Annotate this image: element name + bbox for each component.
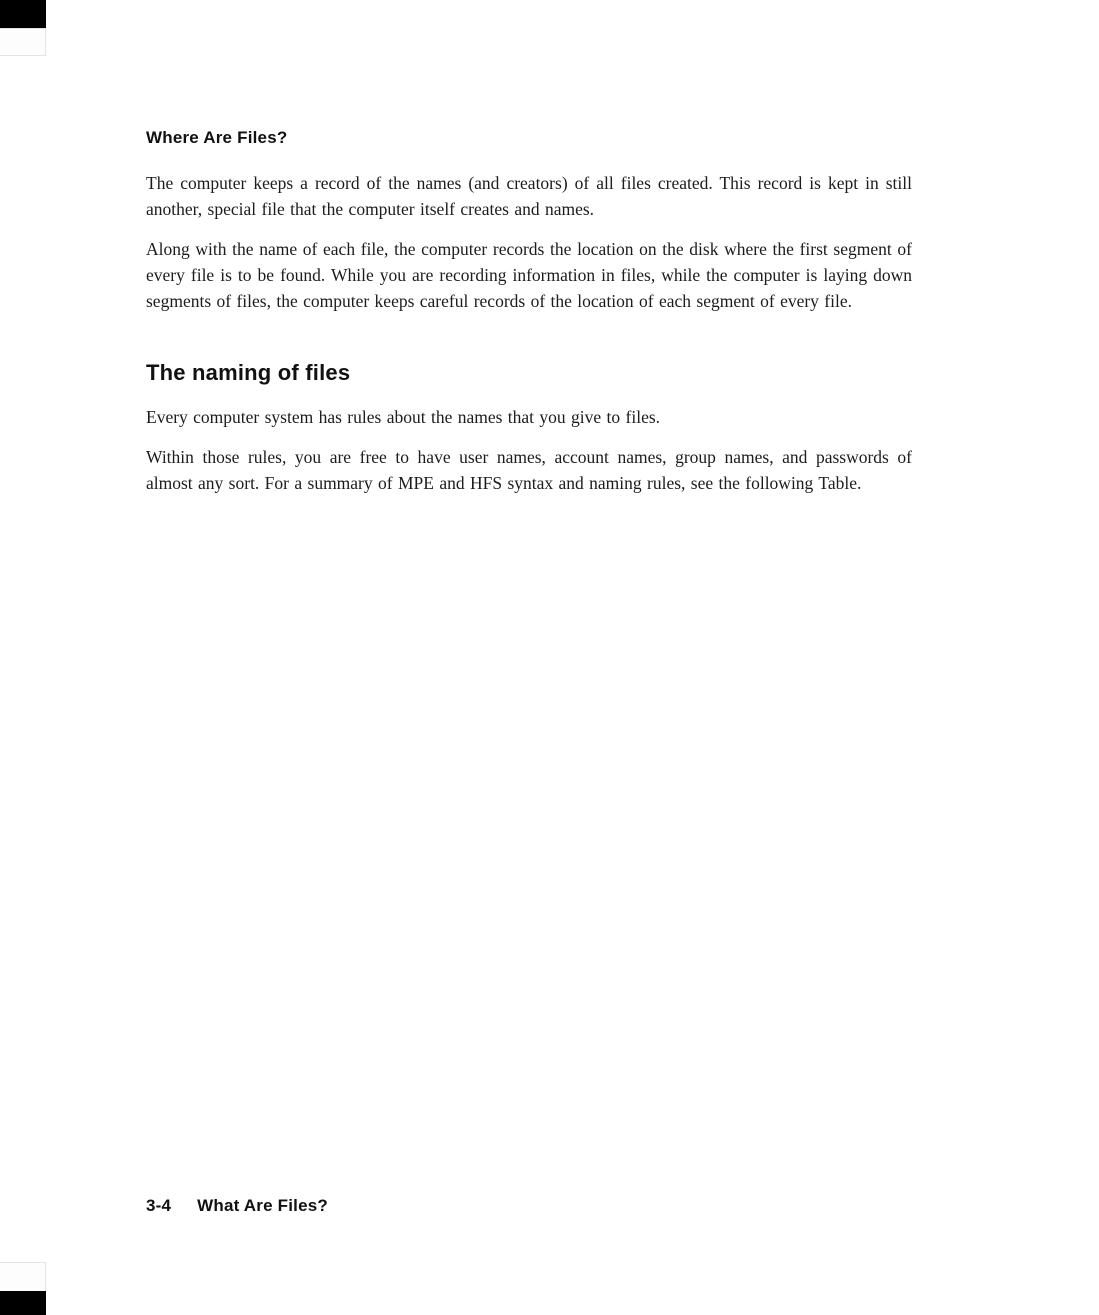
footer-chapter-title: What Are Files? <box>197 1196 329 1215</box>
scan-mark-top-left-ghost <box>0 28 46 56</box>
scan-mark-bottom-left <box>0 1291 46 1315</box>
scan-mark-top-left <box>0 0 46 28</box>
paragraph-user-names: Within those rules, you are free to have user names, account names, group names, and passwords of almost any sort. For a summary of MPE and HFS syntax and naming rules, see the following Table. <box>146 447 912 493</box>
page-content <box>146 128 912 510</box>
section-heading-naming-of-files: The naming of files <box>146 360 351 385</box>
paragraph-record-of-names: The computer keeps a record of the names (and creators) of all files created. This record is kept in still another, special file that the computer itself creates and names. <box>146 173 912 219</box>
subsection-heading-where-are-files: Where Are Files? <box>146 128 288 147</box>
paragraph-system-rules: Every computer system has rules about the names that you give to files. <box>146 407 661 427</box>
paragraph-location-on-disk: Along with the name of each file, the computer records the location on the disk where the first segment of every file is to be found. While you are recording information in files, while the computer is laying down segments of files, the computer keeps careful records of the location of each segment of every file. <box>146 239 912 311</box>
footer-page-number: 3-4 <box>146 1196 172 1215</box>
page-footer <box>146 1196 328 1216</box>
scan-mark-bottom-left-ghost <box>0 1262 46 1292</box>
